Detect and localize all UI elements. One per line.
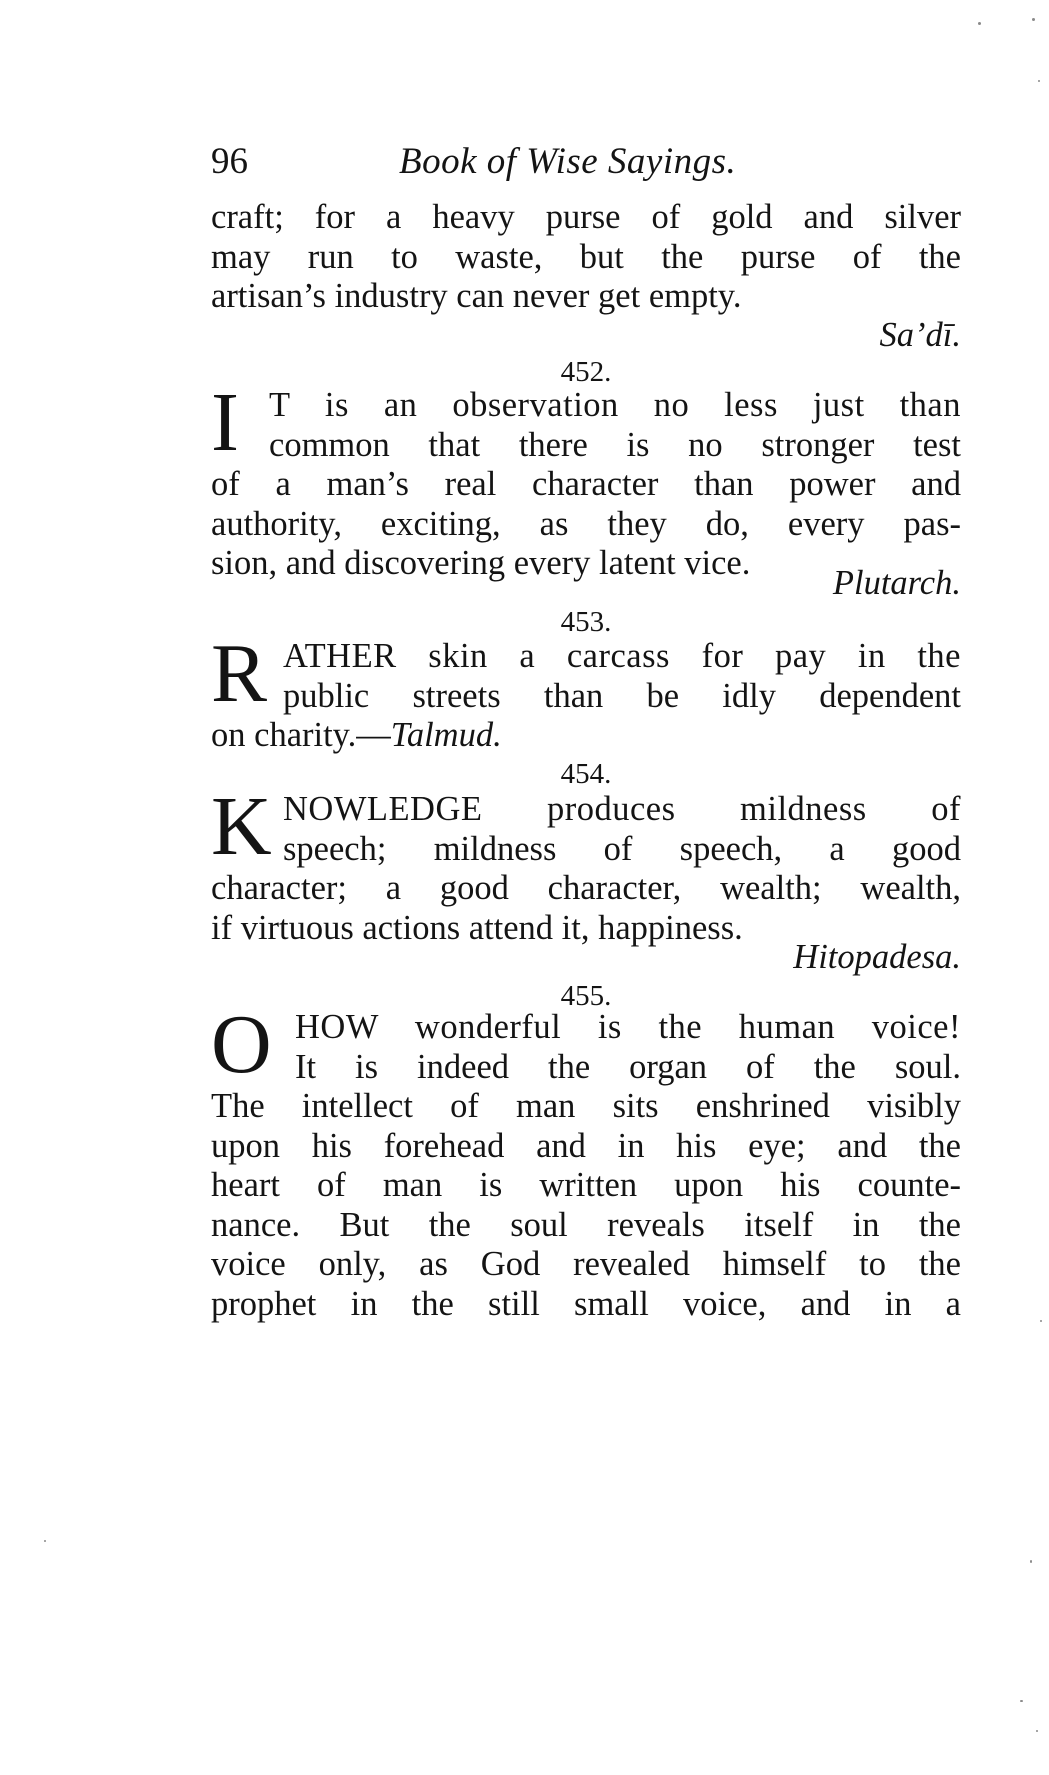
page-number: 96: [211, 141, 248, 182]
text-line: voice only, as God revealed himself to the: [211, 1245, 961, 1283]
attribution: Sa’dī.: [879, 316, 961, 354]
drop-cap: R: [211, 627, 268, 720]
scan-speck: [1036, 1730, 1038, 1732]
text-line: upon his forehead and in his eye; and the: [211, 1126, 961, 1165]
text-line: of a man’s real character than power and: [211, 465, 961, 503]
entry-paragraph: [211, 376, 961, 584]
text-line: if virtuous actions attend it, happiness.: [211, 908, 743, 947]
text-line: It is indeed the organ of the soul.: [295, 1047, 961, 1086]
text-line: NOWLEDGE produces mildness of: [283, 790, 961, 828]
scan-speck: [1030, 1560, 1032, 1563]
drop-cap: K: [211, 780, 272, 873]
entry-paragraph: [211, 998, 961, 1324]
text-line: character; a good character, wealth; wealth,: [211, 869, 961, 907]
text-line: craft; for a heavy purse of gold and silver: [211, 198, 961, 236]
attribution: Talmud.: [390, 716, 502, 754]
text-line: may run to waste, but the purse of the: [211, 237, 961, 276]
page-header: [211, 140, 961, 190]
text-line: sion, and discovering every latent vice.: [211, 544, 751, 582]
entry-paragraph: [211, 780, 961, 948]
text-line: artisan’s industry can never get empty.: [211, 277, 742, 315]
attribution: Plutarch.: [832, 564, 961, 602]
running-title: Book of Wise Sayings.: [399, 141, 737, 182]
text-line: heart of man is written upon his counte-: [211, 1166, 961, 1204]
text-line: public streets than be idly dependent: [283, 676, 961, 715]
entry-number: 452.: [560, 356, 612, 388]
entry-number: 455.: [560, 980, 612, 1012]
entry-number: 454.: [560, 758, 612, 790]
entry-number: 453.: [560, 606, 612, 638]
continuation-paragraph: [211, 198, 961, 317]
text-line: HOW wonderful is the human voice!: [295, 1008, 961, 1046]
drop-cap: O: [211, 998, 272, 1091]
attribution: Hitopadesa.: [793, 938, 961, 976]
scan-speck: [1038, 80, 1040, 82]
scan-speck: [1032, 18, 1035, 21]
text-line: nance. But the soul reveals itself in the: [211, 1205, 961, 1244]
book-page: [211, 0, 961, 1775]
text-line: prophet in the still small voice, and in a: [211, 1284, 961, 1323]
text-line: speech; mildness of speech, a good: [283, 829, 961, 868]
text-line: The intellect of man sits enshrined visibly: [211, 1087, 961, 1125]
scan-speck: [978, 22, 981, 25]
scan-speck: [44, 1540, 46, 1542]
scan-speck: [1020, 1700, 1023, 1702]
text-line: authority, exciting, as they do, every pas-: [211, 504, 961, 543]
text-line: [211, 716, 961, 756]
drop-cap: I: [211, 376, 239, 469]
text-line: common that there is no stronger test: [269, 425, 961, 464]
text-run: on charity.—: [211, 716, 391, 754]
scan-speck: [1040, 1320, 1042, 1322]
text-line: T is an observation no less just than: [269, 386, 961, 424]
entry-paragraph: [211, 627, 961, 756]
text-line: ATHER skin a carcass for pay in the: [283, 637, 961, 675]
